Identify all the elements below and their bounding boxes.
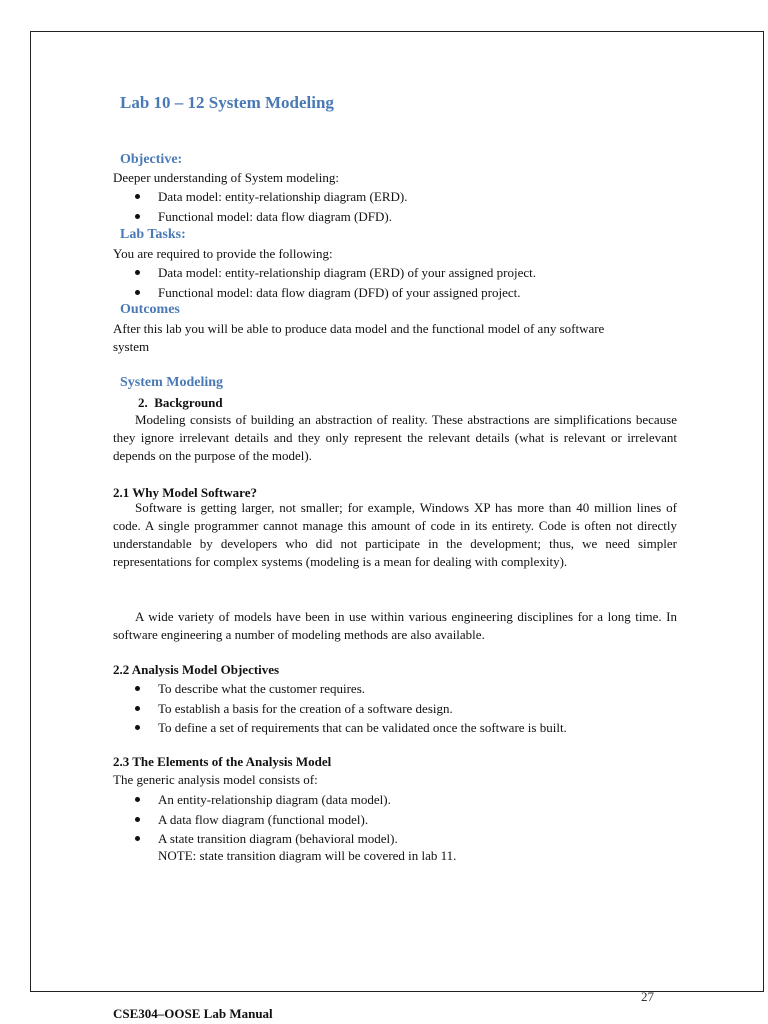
analysis-note: NOTE: state transition diagram will be covered in lab 11. — [158, 848, 457, 863]
why-model-paragraph-1: Software is getting larger, not smaller; for example, Windows XP has more than 40 million lines of code. A single programmer cannot manage this amount of code in its entirety. Code is often not directly understandable by developers who did not participate in the development; thus, we need simpler representations for complex systems (modeling is a mean for dealing with complexity). — [113, 500, 677, 569]
list-item: Functional model: data flow diagram (DFD) of your assigned project. — [113, 283, 536, 303]
background-text: Modeling consists of building an abstraction of reality. These abstractions are simplifications because they ignore irrelevant details and they only represent the relevant details (what is relevant or irrelevant depends on the purpose of the model). — [113, 412, 677, 463]
bullet-icon — [135, 194, 140, 199]
lab-tasks-intro: You are required to provide the following: — [113, 246, 333, 261]
page-number: 27 — [641, 989, 654, 1004]
objective-intro: Deeper understanding of System modeling: — [113, 170, 340, 185]
why-model-paragraph-2: A wide variety of models have been in use within various engineering disciplines for a long time. In software engineering a number of modeling methods are also available. — [113, 609, 677, 642]
bullet-icon — [135, 270, 140, 275]
list-item: To establish a basis for the creation of a software design. — [113, 699, 567, 719]
bullet-icon — [135, 706, 140, 711]
list-item: A data flow diagram (functional model). — [113, 810, 398, 830]
bullet-icon — [135, 686, 140, 691]
outcomes-heading: Outcomes — [120, 302, 180, 317]
analysis-elements-list — [113, 790, 398, 849]
lab-tasks-heading: Lab Tasks: — [120, 227, 186, 242]
lab-tasks-list — [113, 263, 536, 302]
system-modeling-heading: System Modeling — [120, 375, 224, 390]
objective-heading: Objective: — [120, 152, 183, 167]
bullet-icon — [135, 797, 140, 802]
analysis-objectives-heading: 2.2 Analysis Model Objectives — [113, 662, 280, 677]
analysis-elements-heading: 2.3 The Elements of the Analysis Model — [113, 754, 332, 769]
bullet-icon — [135, 214, 140, 219]
page-title: Lab 10 – 12 System Modeling — [120, 93, 334, 112]
list-item: A state transition diagram (behavioral model). — [113, 829, 398, 849]
background-heading: 2. Background — [138, 395, 223, 410]
analysis-elements-intro: The generic analysis model consists of: — [113, 772, 318, 787]
bullet-icon — [135, 290, 140, 295]
list-item: To define a set of requirements that can be validated once the software is built. — [113, 718, 567, 738]
list-item: An entity-relationship diagram (data model). — [113, 790, 398, 810]
bullet-icon — [135, 817, 140, 822]
why-model-heading: 2.1 Why Model Software? — [113, 485, 257, 500]
list-item: Data model: entity-relationship diagram (ERD). — [113, 187, 407, 207]
list-item: Functional model: data flow diagram (DFD). — [113, 207, 407, 227]
footer-text: CSE304–OOSE Lab Manual — [113, 1006, 273, 1021]
objective-list — [113, 187, 407, 226]
outcomes-text: After this lab you will be able to produce data model and the functional model of any software system — [113, 321, 605, 354]
analysis-objectives-list — [113, 679, 567, 738]
list-item: Data model: entity-relationship diagram (ERD) of your assigned project. — [113, 263, 536, 283]
bullet-icon — [135, 725, 140, 730]
bullet-icon — [135, 836, 140, 841]
list-item: To describe what the customer requires. — [113, 679, 567, 699]
